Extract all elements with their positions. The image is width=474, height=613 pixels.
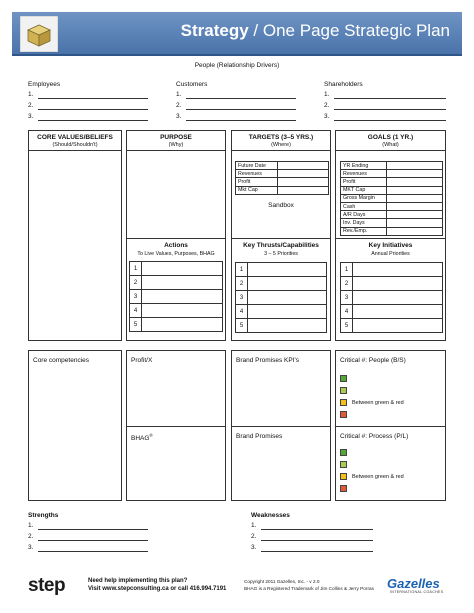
table-row[interactable]: Mkt Cap — [236, 186, 329, 194]
purpose-title: PURPOSE (Why) — [160, 134, 192, 148]
key-thrusts-subtitle: 3 – 5 Priorities — [264, 251, 298, 257]
key-initiatives-subtitle: Annual Priorities — [371, 251, 410, 257]
table-row[interactable]: Cash — [341, 202, 443, 210]
core-competencies-label: Core competencies — [33, 357, 89, 364]
profit-x-label: Profit/X — [131, 357, 153, 364]
bhag-label: BHAG® — [131, 433, 153, 443]
header-banner — [12, 12, 462, 56]
key-initiatives-table — [340, 262, 443, 333]
core-values-box[interactable] — [28, 130, 122, 341]
table-row[interactable]: YR Ending — [341, 162, 443, 170]
table-row[interactable]: 2 — [130, 276, 223, 290]
employees-label: Employees — [28, 81, 61, 88]
profit-bhag-box[interactable] — [126, 350, 226, 501]
critical-people-label: Critical #: People (B/S) — [340, 357, 406, 364]
green-status-icon[interactable] — [340, 449, 347, 456]
key-thrusts-title: Key Thrusts/Capabilities — [243, 242, 319, 249]
actions-subtitle: To Live Values, Purposes, BHAG — [137, 251, 215, 257]
customers-line-1[interactable]: 1. — [176, 91, 181, 98]
critical-process-label: Critical #: Process (P/L) — [340, 433, 409, 440]
strengths-label: Strengths — [28, 512, 59, 519]
cube-logo-icon — [20, 16, 58, 52]
weaknesses-label: Weaknesses — [251, 512, 290, 519]
table-row[interactable]: Rev./Emp. — [341, 227, 443, 235]
red-status-icon[interactable] — [340, 485, 347, 492]
between-label-process: Between green & red — [352, 474, 404, 480]
green-status-icon[interactable] — [340, 375, 347, 382]
yellow-status-icon[interactable] — [340, 473, 347, 480]
table-row[interactable]: 3 — [341, 291, 443, 305]
actions-title: Actions — [164, 242, 188, 249]
strengths-line-1[interactable]: 1. — [28, 522, 33, 529]
employees-line-1[interactable]: 1. — [28, 91, 33, 98]
customers-label: Customers — [176, 81, 208, 88]
actions-table — [129, 261, 223, 332]
key-thrusts-table — [235, 262, 327, 333]
gazelles-logo-subtitle: INTERNATIONAL COACHES — [390, 590, 444, 594]
weaknesses-line-2[interactable]: 2. — [251, 533, 256, 540]
table-row[interactable]: 3 — [130, 290, 223, 304]
targets-box[interactable] — [231, 130, 331, 341]
table-row[interactable]: A/R Days — [341, 211, 443, 219]
table-row[interactable]: 1 — [236, 263, 327, 277]
weaknesses-line-1[interactable]: 1. — [251, 522, 256, 529]
table-row[interactable]: 1 — [341, 263, 443, 277]
sandbox-label: Sandbox — [268, 202, 294, 209]
table-row[interactable]: Profit — [236, 178, 329, 186]
brand-promises-label: Brand Promises — [236, 433, 283, 440]
employees-line-3[interactable]: 3. — [28, 113, 33, 120]
customers-line-2[interactable]: 2. — [176, 102, 181, 109]
goals-table — [340, 161, 443, 236]
table-row[interactable]: MKT Cap — [341, 186, 443, 194]
strengths-line-3[interactable]: 3. — [28, 544, 33, 551]
between-label-people: Between green & red — [352, 400, 404, 406]
table-row[interactable]: Profit — [341, 178, 443, 186]
shareholders-label: Shareholders — [324, 81, 363, 88]
red-status-icon[interactable] — [340, 411, 347, 418]
table-row[interactable]: 2 — [236, 277, 327, 291]
table-row[interactable]: 4 — [341, 305, 443, 319]
footer-help-text: Need help implementing this plan? Visit www.stepconsulting.ca or call 416.994.7191 — [88, 578, 227, 592]
table-row[interactable]: 2 — [341, 277, 443, 291]
table-row[interactable]: 5 — [130, 318, 223, 332]
goals-title: GOALS (1 YR.) (What) — [367, 134, 414, 148]
key-initiatives-title: Key Initiatives — [368, 242, 413, 249]
table-row[interactable]: Revenues — [341, 170, 443, 178]
strengths-line-2[interactable]: 2. — [28, 533, 33, 540]
core-values-title: CORE VALUES/BELIEFS (Should/Shouldn't) — [37, 134, 113, 148]
people-section-title: People (Relationship Drivers) — [194, 62, 280, 69]
brand-promises-box[interactable] — [231, 350, 331, 501]
footer-help-link[interactable]: Visit www.stepconsulting.ca or call 416.994.7191 — [88, 586, 227, 592]
targets-table — [235, 161, 329, 195]
brand-kpis-label: Brand Promises KPI's — [236, 357, 300, 364]
employees-line-2[interactable]: 2. — [28, 102, 33, 109]
critical-numbers-box[interactable] — [335, 350, 446, 501]
customers-line-3[interactable]: 3. — [176, 113, 181, 120]
table-row[interactable]: 4 — [130, 304, 223, 318]
table-row[interactable]: 1 — [130, 262, 223, 276]
targets-title: TARGETS (3–5 YRS.) (Where) — [248, 134, 314, 148]
light-green-status-icon[interactable] — [340, 387, 347, 394]
table-row[interactable]: 4 — [236, 305, 327, 319]
table-row[interactable]: 3 — [236, 291, 327, 305]
table-row[interactable]: Inv. Days — [341, 219, 443, 227]
light-green-status-icon[interactable] — [340, 461, 347, 468]
table-row[interactable]: Future Date — [236, 162, 329, 170]
step-logo: step — [28, 575, 66, 596]
page-title: Strategy / One Page Strategic Plan — [180, 21, 450, 40]
gazelles-logo: Gazelles — [387, 576, 440, 591]
shareholders-line-1[interactable]: 1. — [324, 91, 329, 98]
shareholders-line-2[interactable]: 2. — [324, 102, 329, 109]
goals-box[interactable] — [335, 130, 446, 341]
table-row[interactable]: 5 — [236, 319, 327, 333]
footer-copyright: Copyright 2011 Gazelles, Inc. - v 2.0 BHAG is a Registered Trademark of Jim Collins & Jerry Porras — [244, 579, 374, 591]
yellow-status-icon[interactable] — [340, 399, 347, 406]
table-row[interactable]: Gross Margin — [341, 194, 443, 202]
shareholders-line-3[interactable]: 3. — [324, 113, 329, 120]
table-row[interactable]: Revenues — [236, 170, 329, 178]
core-competencies-box[interactable] — [28, 350, 122, 501]
weaknesses-line-3[interactable]: 3. — [251, 544, 256, 551]
table-row[interactable]: 5 — [341, 319, 443, 333]
